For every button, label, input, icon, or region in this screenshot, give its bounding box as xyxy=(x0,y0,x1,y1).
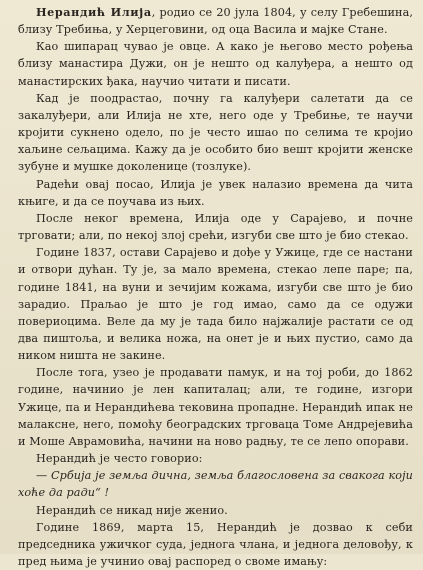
paragraph: Године 1837, остави Сарајево и дође у Ужице, где се настани и отвори дућан. Ту је, за мало времена, стекао лепе паре; па, године 1841, на вуни и зечијим кожама, изгуби све што је био зарадио. Праљао је што је год имао, само да се одужи повериоцима. Веле да му је тада било најжалије растати се од два пиштоља, и велика ножа, на онет је и њих пустио, само да ником ништа не закине. xyxy=(18,246,413,363)
paragraph: После тога, узео је продавати памук, и на тој роби, до 1862 године, начинио је лен капиталац; али, те године, изгори Ужице, па и Нерандићева тековина пропадне. Нерандић ипак не малаксне, него, помоћу београдских трговаца Томе Андрејевића и Моше Аврамовића, начини на ново радњу, те се лепо опорави. xyxy=(18,366,413,448)
person-name: Нерандић Илија xyxy=(36,5,152,19)
paragraph: Нерандић је често говорио: xyxy=(36,452,203,466)
page-text xyxy=(18,4,413,570)
paragraph: Кад је поодрастао, почну га калуђери салетати да се закалуђери, али Илија не хте, него оде у Требиње, те научи кројити сукнено одело, по је често ишао по селима те кројио хаљине сељацима. Кажу да је особито био вешт кројити женске зубуне и мушке доколенице (тозлуке). xyxy=(18,91,413,174)
paragraph: Као шипарац чувао је овце. А како је његово место рођења близу манастира Дужи, он је нешто од калуђера, а нешто од манастирских ђака, научио читати и писати. xyxy=(18,40,413,88)
paragraph: Радећи овај посао, Илија је увек налазио времена да чита књиге, и да се поучава из њих. xyxy=(18,177,413,208)
paragraph-text: , родио се 20 јула 1804, у селу Гребешина, близу Требиња, у Херцеговини, од оца Васила и мајке Стане. xyxy=(18,6,414,37)
paragraph: После неког времена, Илија оде у Сарајево, и почне трговати; али, по некој злој срећи, изгуби све што је био стекао. xyxy=(18,211,413,243)
paragraph: Године 1869, марта 15, Нерандић је дозвао к себи председника ужичког суда, једнога члана, и једнога деловођу, к пред њима је учинио овај распоред о своме имању: xyxy=(18,520,413,568)
paragraph: Нерандић се никад није женио. xyxy=(36,503,228,517)
quote-paragraph: — Србија је земља дична, земља благословена за свакога који хоће да ради“ ! xyxy=(18,469,413,500)
paragraph xyxy=(18,4,413,38)
